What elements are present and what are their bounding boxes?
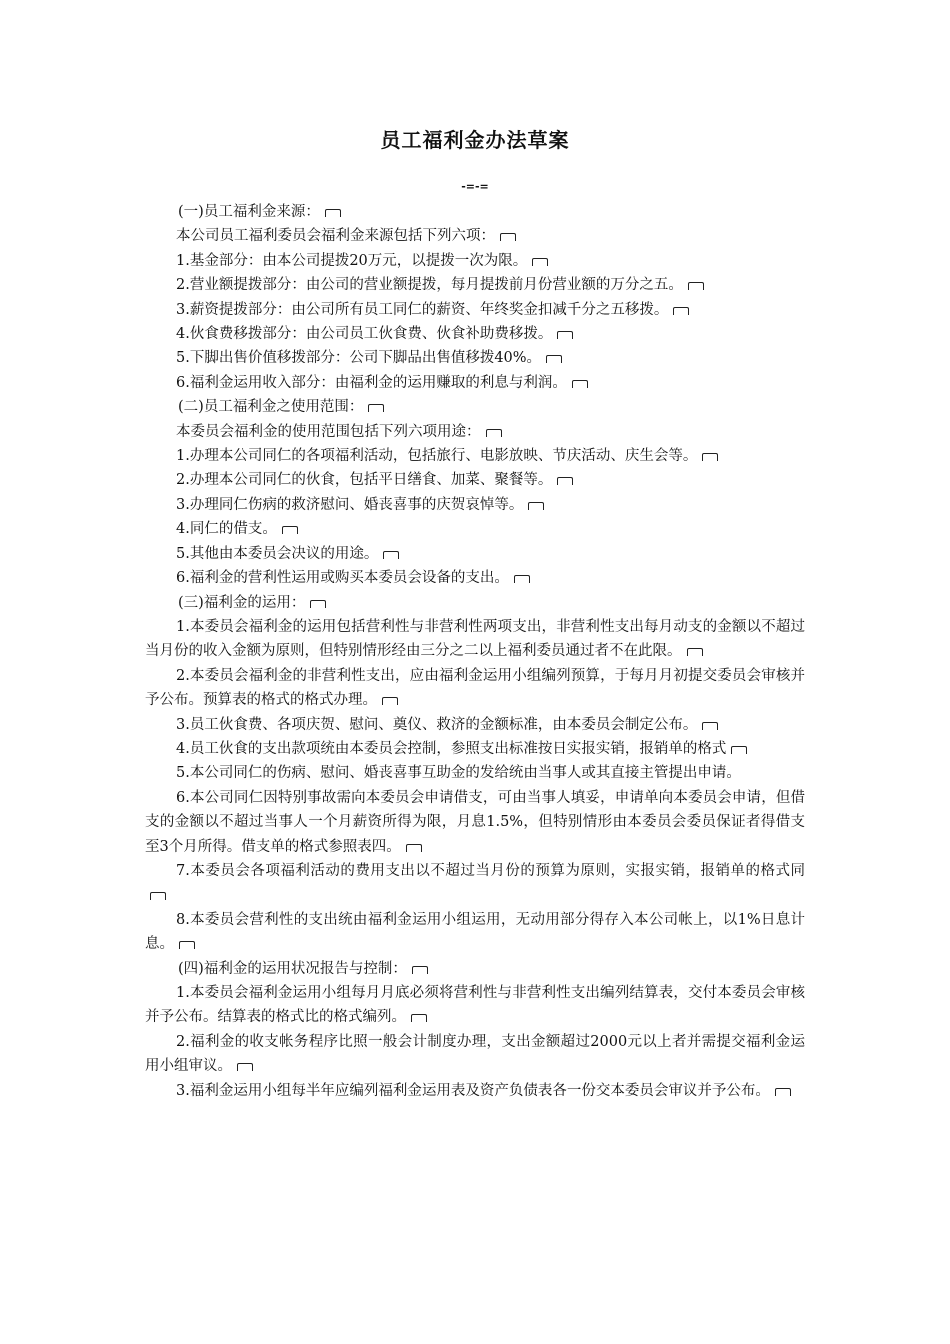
paragraph-mark-icon xyxy=(150,892,166,900)
line-text: 2.办理本公司同仁的伙食，包括平日缮食、加菜、聚餐等。 xyxy=(176,472,553,489)
document-title: 员工福利金办法草案 xyxy=(380,128,570,152)
paragraph xyxy=(145,664,805,713)
paragraph xyxy=(145,859,805,908)
paragraph-mark-icon xyxy=(673,307,689,315)
line-text: 1.本委员会福利金运用小组每月月底必须将营利性与非营利性支出编列结算表，交付本委员会审核并予公布。结算表的格式比的格式编列。 xyxy=(145,985,805,1026)
list-item xyxy=(145,493,805,517)
line-text: 7.本委员会各项福利活动的费用支出以不超过当月份的预算为原则，实报实销，报销单的格式同 xyxy=(176,862,805,879)
line-text: 3.员工伙食费、各项庆贺、慰问、奠仪、救济的金额标准，由本委员会制定公布。 xyxy=(176,716,698,733)
paragraph xyxy=(145,737,805,761)
line-text: 5.下脚出售价值移拨部分：公司下脚品出售值移拨40%。 xyxy=(176,350,542,367)
paragraph-mark-icon xyxy=(500,233,516,241)
line-text: 4.伙食费移拨部分：由公司员工伙食费、伙食补助费移拨。 xyxy=(176,326,553,343)
line-text: 6.本公司同仁因特别事故需向本委员会申请借支，可由当事人填妥，申请单向本委员会申请，但借支的金额以不超过当事人一个月薪资所得为限，月息1.5%，但特别情形由本委员会委员保证者得借支至3个月所得。借支单的格式参照表四。 xyxy=(145,789,805,855)
line-text: 8.本委员会营利性的支出统由福利金运用小组运用，无动用部分得存入本公司帐上，以1%日息计息。 xyxy=(145,911,805,953)
list-item xyxy=(145,322,805,346)
paragraph-mark-icon xyxy=(411,1014,427,1022)
paragraph-mark-icon xyxy=(412,966,428,974)
list-item xyxy=(145,468,805,492)
list-item xyxy=(145,566,805,590)
paragraph-mark-icon xyxy=(775,1088,791,1096)
line-text: (四)福利金的运用状况报告与控制： xyxy=(178,960,407,977)
line-text: 3.薪资提拨部分：由公司所有员工同仁的薪资、年终奖金扣减千分之五移拨。 xyxy=(176,301,669,318)
paragraph-mark-icon xyxy=(688,282,704,290)
line-text: 4.员工伙食的支出款项统由本委员会控制，参照支出标准按日实报实销，报销单的格式 xyxy=(176,740,727,757)
line-text: 3.办理同仁伤病的救济慰问、婚丧喜事的庆贺哀悼等。 xyxy=(176,496,524,513)
paragraph-mark-icon xyxy=(546,355,562,363)
list-item xyxy=(145,249,805,273)
line-text: (三)福利金的运用： xyxy=(178,594,306,611)
paragraph-mark-icon xyxy=(368,404,384,412)
paragraph xyxy=(145,1079,805,1103)
paragraph-mark-icon xyxy=(486,429,502,437)
paragraph-mark-icon xyxy=(237,1063,253,1071)
list-item xyxy=(145,420,805,444)
paragraph-mark-icon xyxy=(383,551,399,559)
paragraph-mark-icon xyxy=(731,746,747,754)
document-body xyxy=(145,200,805,1103)
line-text: 2.福利金的收支帐务程序比照一般会计制度办理，支出金额超过2000元以上者并需提交福利金运用小组审议。 xyxy=(145,1033,805,1075)
paragraph-mark-icon xyxy=(702,453,718,461)
paragraph-mark-icon xyxy=(310,600,326,608)
section-heading xyxy=(145,200,805,224)
section-heading xyxy=(145,591,805,615)
paragraph-mark-icon xyxy=(282,526,298,534)
paragraph xyxy=(145,1030,805,1079)
section-heading xyxy=(145,957,805,981)
line-text: 4.同仁的借支。 xyxy=(176,521,277,538)
line-text: 6.福利金运用收入部分：由福利金的运用赚取的利息与利润。 xyxy=(176,374,567,391)
paragraph xyxy=(145,615,805,664)
list-item xyxy=(145,542,805,566)
paragraph-mark-icon xyxy=(406,844,422,852)
paragraph xyxy=(145,981,805,1030)
line-text: 3.福利金运用小组每半年应编列福利金运用表及资产负债表各一份交本委员会审议并予公布。 xyxy=(176,1082,770,1099)
line-text: 1.本委员会福利金的运用包括营利性与非营利性两项支出，非营利性支出每月动支的金额以不超过当月份的收入金额为原则，但特别情形经由三分之二以上福利委员通过者不在此限。 xyxy=(145,618,805,660)
line-text: 1.基金部分：由本公司提拨20万元，以提拨一次为限。 xyxy=(176,252,528,269)
line-text: (一)员工福利金来源： xyxy=(178,204,320,220)
paragraph-mark-icon xyxy=(557,331,573,339)
line-text: 2.营业额提拨部分：由公司的营业额提拨，每月提拨前月份营业额的万分之五。 xyxy=(176,277,683,294)
line-text: 本委员会福利金的使用范围包括下列六项用途： xyxy=(176,423,481,440)
line-text: 2.本委员会福利金的非营利性支出，应由福利金运用小组编列预算，于每月月初提交委员会审核并予公布。预算表的格式的格式办理。 xyxy=(145,667,805,709)
paragraph xyxy=(145,786,805,859)
title-ornament: -=-= xyxy=(461,180,489,193)
line-text: (二)员工福利金之使用范围： xyxy=(178,399,364,416)
list-item xyxy=(145,371,805,395)
line-text: 1.办理本公司同仁的各项福利活动，包括旅行、电影放映、节庆活动、庆生会等。 xyxy=(176,448,698,465)
paragraph-mark-icon xyxy=(532,258,548,266)
list-item xyxy=(145,346,805,370)
line-text: 本公司员工福利委员会福利金来源包括下列六项： xyxy=(176,228,495,245)
line-text: 5.其他由本委员会决议的用途。 xyxy=(176,545,379,562)
paragraph xyxy=(145,908,805,957)
paragraph-mark-icon xyxy=(382,697,398,705)
paragraph-mark-icon xyxy=(528,502,544,510)
paragraph-mark-icon xyxy=(514,575,530,583)
paragraph-mark-icon xyxy=(325,209,341,217)
list-item xyxy=(145,273,805,297)
paragraph xyxy=(145,713,805,737)
paragraph-mark-icon xyxy=(179,941,195,949)
paragraph-mark-icon xyxy=(702,722,718,730)
list-item xyxy=(145,444,805,468)
list-item xyxy=(145,298,805,322)
list-item xyxy=(145,517,805,541)
paragraph xyxy=(145,761,805,785)
line-text: 6.福利金的营利性运用或购买本委员会设备的支出。 xyxy=(176,570,509,587)
section-heading xyxy=(145,395,805,419)
paragraph-mark-icon xyxy=(557,477,573,485)
paragraph-mark-icon xyxy=(687,648,703,656)
paragraph-mark-icon xyxy=(572,380,588,388)
list-item xyxy=(145,224,805,248)
line-text: 5.本公司同仁的伤病、慰问、婚丧喜事互助金的发给统由当事人或其直接主管提出申请。 xyxy=(176,765,741,782)
